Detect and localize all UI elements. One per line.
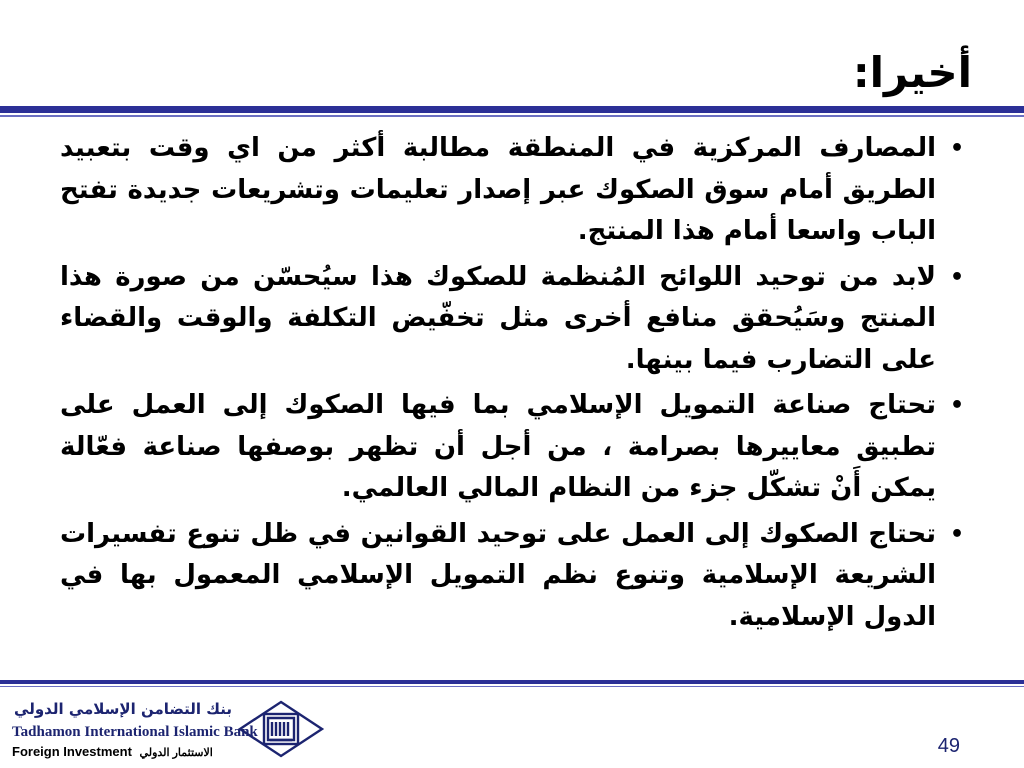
bank-name-arabic: بنك التضامن الإسلامي الدولي (14, 700, 232, 718)
bullet-item (60, 257, 966, 382)
title-divider-thin (0, 115, 1024, 117)
page-number: 49 (937, 735, 960, 757)
bullet-text: لابد من توحيد اللوائح المُنظمة للصكوك هذا سيُحسّن من صورة هذا المنتج وسَيُحقق منافع أخرى مثل تخفّيض التكلفة والوقت والقضاء على التضارب فيما بينها. (60, 261, 936, 375)
footer-divider (0, 680, 1024, 684)
bullet-item (60, 514, 966, 639)
bullet-symbol: • (949, 521, 964, 547)
bullet-text: تحتاج الصكوك إلى العمل على توحيد القوانين في ظل تنوع تفسيرات الشريعة الإسلامية وتنوع نظم التمويل الإسلامي المعمول بها في الدول الإسلامية. (60, 518, 936, 632)
bullet-list (60, 128, 966, 642)
bank-emblem-icon (238, 700, 324, 758)
footer-divider-thin (0, 686, 1024, 687)
foreign-investment-label (12, 744, 213, 759)
bullet-text: المصارف المركزية في المنطقة مطالبة أكثر من اي وقت بتعبيد الطريق أمام سوق الصكوك عبر إصدار تعليمات وتشريعات جديدة تفتح الباب واسعا أمام هذا المنتج. (60, 133, 936, 246)
bullet-text: تحتاج صناعة التمويل الإسلامي بما فيها الصكوك إلى العمل على تطبيق معاييرها بصرامة ، من أجل أن تظهر بوصفها صناعة فعّالة يمكن أَنْ تشكّل جزء من النظام المالي العالمي. (60, 390, 936, 503)
bullet-item (60, 385, 966, 510)
bank-logo (8, 700, 328, 764)
bank-name-english: Tadhamon International Islamic Bank (12, 724, 258, 740)
bullet-symbol: • (949, 393, 964, 418)
bullet-symbol: • (949, 136, 964, 161)
foreign-investment-arabic: الاستثمار الدولي (139, 747, 213, 759)
foreign-investment-english: Foreign Investment (12, 744, 132, 759)
bullet-item (60, 128, 966, 253)
bullet-symbol: • (949, 264, 964, 290)
slide-title: أخيرا: (852, 48, 972, 97)
title-divider (0, 106, 1024, 113)
